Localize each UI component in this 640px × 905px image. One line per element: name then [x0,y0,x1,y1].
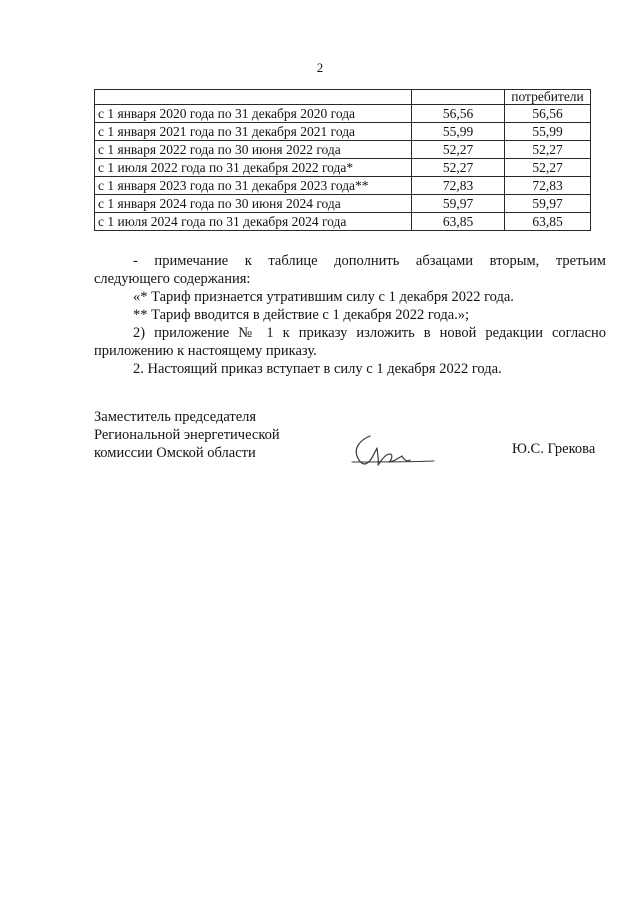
footnote-2: ** Тариф вводится в действие с 1 декабря 2022 года.»; [133,307,470,323]
amendment-text [94,252,606,378]
value-cell: 52,27 [412,158,505,176]
value-cell: 63,85 [505,212,591,230]
note-paragraph-line2: следующего содержания: [94,271,251,287]
signer-position-line2: Региональной энергетической [94,427,280,443]
value-cell: 56,56 [505,104,591,122]
effective-date-paragraph: 2. Настоящий приказ вступает в силу с 1 декабря 2022 года. [133,361,502,377]
value-cell: 63,85 [412,212,505,230]
value-cell: 52,27 [505,140,591,158]
value-cell: 59,97 [505,194,591,212]
table-row [95,194,591,212]
value-cell: 72,83 [505,176,591,194]
period-cell: с 1 января 2020 года по 31 декабря 2020 года [95,104,412,122]
header-period-cell [95,90,412,105]
header-col2-cell: потребители [505,90,591,105]
period-cell: с 1 января 2023 года по 31 декабря 2023 года** [95,176,412,194]
table-row [95,158,591,176]
period-cell: с 1 июля 2024 года по 31 декабря 2024 года [95,212,412,230]
value-cell: 52,27 [412,140,505,158]
table-header-row [95,90,591,105]
header-col1-cell [412,90,505,105]
period-cell: с 1 июля 2022 года по 31 декабря 2022 года* [95,158,412,176]
footnote-1: «* Тариф признается утратившим силу с 1 декабря 2022 года. [133,289,514,305]
page-number: 2 [316,60,324,75]
value-cell: 59,97 [412,194,505,212]
period-cell: с 1 января 2021 года по 31 декабря 2021 года [95,122,412,140]
value-cell: 55,99 [412,122,505,140]
note-paragraph-line1: - примечание к таблице дополнить абзацами вторым, третьим [133,253,606,269]
signer-position [94,408,280,462]
value-cell: 72,83 [412,176,505,194]
table-row [95,212,591,230]
item-2-line1: 2) приложение № 1 к приказу изложить в новой редакции согласно [133,325,606,341]
value-cell: 52,27 [505,158,591,176]
table-row [95,104,591,122]
handwritten-signature [348,432,438,470]
signer-position-line3: комиссии Омской области [94,445,256,461]
table-row [95,140,591,158]
period-cell: с 1 января 2022 года по 30 июня 2022 года [95,140,412,158]
signer-name: Ю.С. Грекова [512,441,596,457]
signer-position-line1: Заместитель председателя [94,409,257,425]
period-cell: с 1 января 2024 года по 30 июня 2024 года [95,194,412,212]
item-2-line2: приложению к настоящему приказу. [94,343,317,359]
table-row [95,176,591,194]
value-cell: 55,99 [505,122,591,140]
value-cell: 56,56 [412,104,505,122]
table-row [95,122,591,140]
tariff-table [94,89,591,231]
